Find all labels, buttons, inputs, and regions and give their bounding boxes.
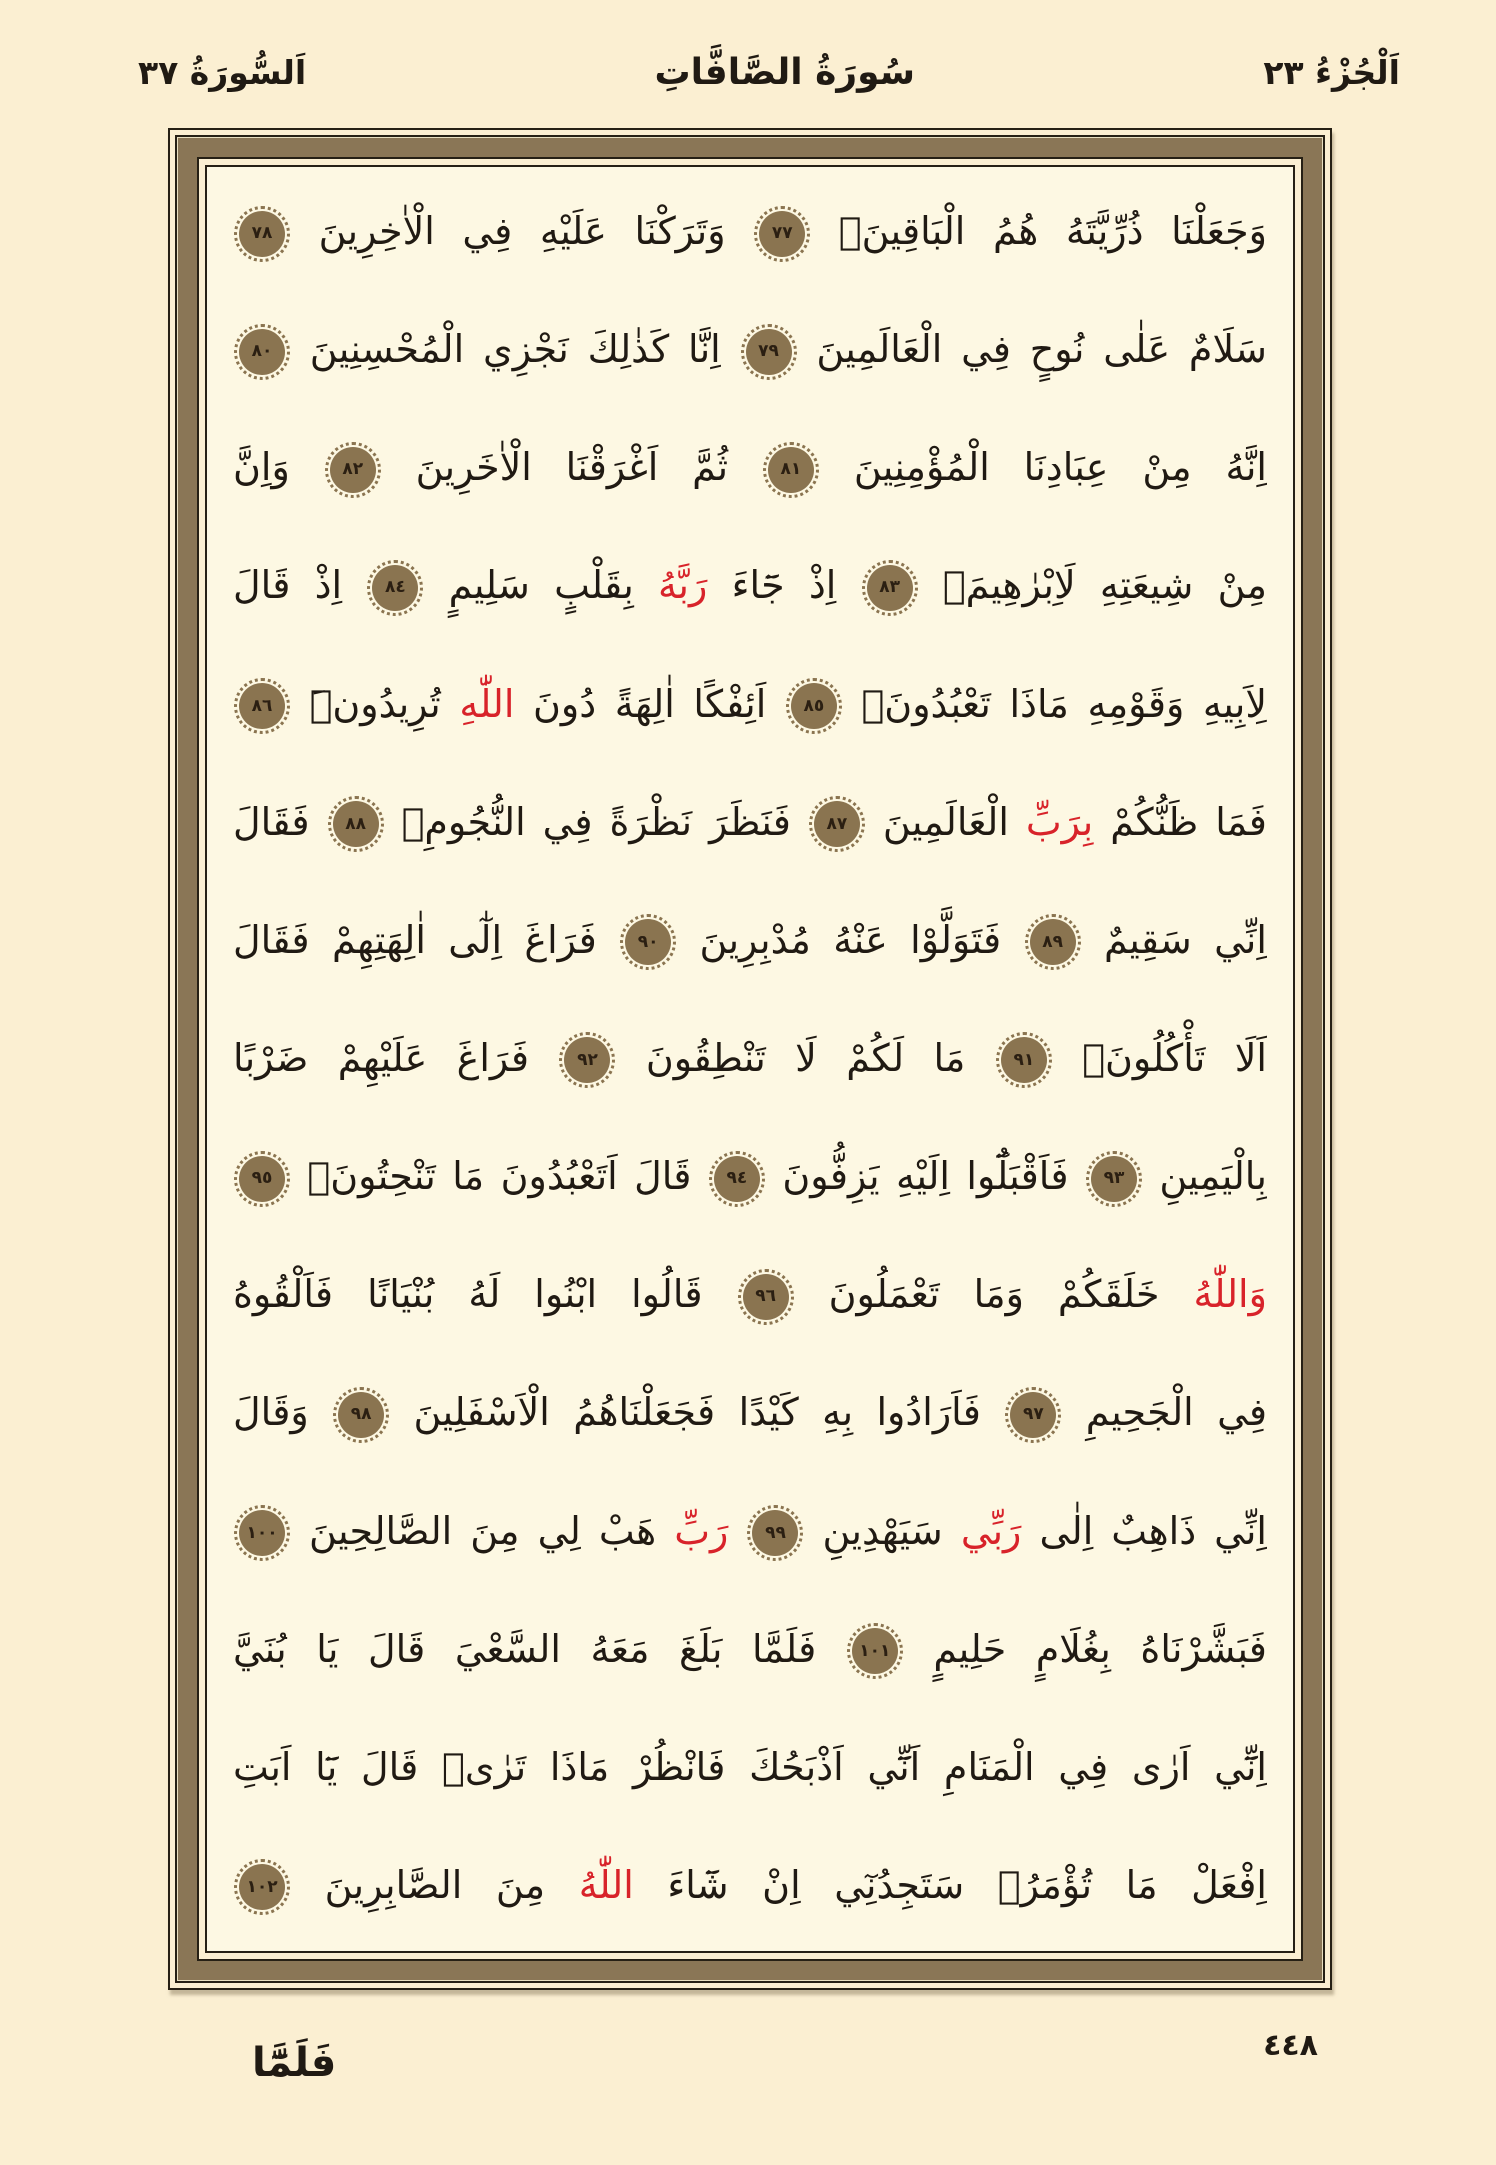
verse-number: ٨١ (780, 459, 802, 480)
quran-line (233, 882, 1267, 1000)
verse-number: ٨٣ (879, 577, 900, 598)
quran-line (233, 1118, 1267, 1236)
verse-number-medallion (791, 683, 837, 729)
verse-number-medallion (1001, 1037, 1047, 1083)
ayah-text: فَقَالَ (233, 799, 310, 844)
verse-number: ٩٨ (350, 1404, 372, 1425)
quran-line (233, 764, 1267, 882)
verse-number: ٩١ (1013, 1049, 1035, 1070)
verse-number-medallion (330, 447, 376, 493)
ayah-text: خَلَقَكُمْ وَمَا تَعْمَلُونَ (828, 1272, 1160, 1317)
ayah-text: وَجَعَلْنَا ذُرِّيَّتَهُ هُمُ الْبَاقِينَۙ (838, 209, 1267, 253)
ayah-text: وَتَرَكْنَا عَلَيْهِ فِي الْاٰخِرِينَ (318, 209, 726, 253)
verse-number: ٧٨ (251, 223, 273, 243)
verse-number-medallion (564, 1037, 610, 1083)
ayah-text: فَمَا ظَنُّكُمْ (1110, 799, 1267, 844)
quran-line (233, 646, 1267, 764)
ayah-text: اِنَّهُ مِنْ عِبَادِنَا الْمُؤْمِنِينَ (853, 445, 1267, 490)
ayah-text: مِنَ الصَّابِرِينَ (324, 1862, 546, 1907)
verse-number: ٨٢ (342, 459, 364, 480)
page-number: ٤٤٨ (1263, 2028, 1318, 2063)
ayah-text: تُرِيدُونَۜ (309, 681, 441, 726)
highlighted-word: اللّٰهُ (578, 1862, 634, 1907)
ayah-text: اَئِفْكًا اٰلِهَةً دُونَ (533, 681, 767, 726)
ayah-text: فَبَشَّرْنَاهُ بِغُلَامٍ حَلِيمٍ (933, 1626, 1267, 1671)
verse-number: ٩٧ (1022, 1404, 1044, 1425)
verse-number-medallion (239, 1864, 285, 1910)
quran-line (233, 1709, 1267, 1827)
verse-number: ١٠٢ (246, 1876, 278, 1897)
verse-number-medallion (338, 1392, 384, 1438)
frame-brown-band (178, 138, 1322, 1980)
verse-number: ٩٠ (637, 931, 659, 952)
frame-text-panel (205, 165, 1295, 1953)
verse-number-medallion (1030, 919, 1076, 965)
verse-number-medallion (746, 329, 792, 375)
verse-number: ٩٤ (726, 1168, 748, 1189)
verse-number: ١٠٠ (246, 1522, 278, 1543)
ayah-text: فَنَظَرَ نَظْرَةً فِي النُّجُومِۙ (401, 799, 791, 844)
verse-number: ٨٧ (826, 813, 848, 834)
ornamental-frame (168, 128, 1332, 1990)
ayah-text: ثُمَّ اَغْرَقْنَا الْاٰخَرِينَ (415, 445, 729, 490)
ayah-text: اِنِّي ذَاهِبٌ اِلٰى (1039, 1508, 1267, 1553)
verse-number-medallion (714, 1156, 760, 1202)
verse-number-medallion (867, 565, 913, 611)
verse-number-medallion (1010, 1392, 1056, 1438)
verse-number: ٩٣ (1103, 1168, 1125, 1189)
ayah-text: الْعَالَمِينَ (882, 799, 1009, 844)
highlighted-word: رَبَّهُ (658, 563, 708, 608)
ayah-text: اِذْ جَٓاءَ (731, 563, 837, 608)
verse-number: ٨٨ (345, 813, 366, 834)
ayah-text: قَالُوا ابْنُوا لَهُ بُنْيَانًا فَاَلْقُوهُ (233, 1272, 703, 1317)
ayah-text: فَتَوَلَّوْا عَنْهُ مُدْبِرِينَ (699, 917, 1002, 962)
verse-number-medallion (752, 1510, 798, 1556)
highlighted-word: اللّٰهِ (459, 681, 515, 726)
verse-number-medallion (239, 211, 285, 257)
quran-line (233, 1354, 1267, 1472)
highlighted-word: وَاللّٰهُ (1193, 1272, 1267, 1317)
verse-number: ٨٤ (385, 577, 406, 598)
quran-line (233, 1827, 1267, 1945)
ayah-text: مِنْ شِيعَتِهِ لَاِبْرٰهِيمَۚ (942, 563, 1267, 608)
verse-number-medallion (239, 1510, 285, 1556)
quran-line (233, 173, 1267, 291)
ayah-text: قَالَ اَتَعْبُدُونَ مَا تَنْحِتُونَۙ (307, 1154, 692, 1199)
highlighted-word: رَبِّ (674, 1508, 729, 1553)
verse-number: ٧٩ (758, 341, 779, 362)
verse-number: ٩٦ (755, 1286, 777, 1307)
ayah-text: فَاَرَادُوا بِهِ كَيْدًا فَجَعَلْنَاهُمُ الْاَسْفَلِينَ (413, 1390, 981, 1435)
ayah-text: فَرَاغَ اِلٰٓى اٰلِهَتِهِمْ فَقَالَ (233, 917, 597, 962)
verse-number-medallion (852, 1628, 898, 1674)
highlighted-word: رَبِّي (960, 1508, 1022, 1553)
ayah-text: اِذْ قَالَ (233, 563, 343, 608)
verse-number-medallion (1091, 1156, 1137, 1202)
page-header (138, 34, 1400, 110)
verse-number-medallion (768, 447, 814, 493)
verse-number: ٧٧ (771, 223, 793, 243)
verse-number-medallion (239, 683, 285, 729)
quran-line (233, 1236, 1267, 1354)
surah-number-label: اَلسُّورَةُ ٣٧ (138, 52, 307, 92)
verse-number: ٨٩ (1042, 931, 1063, 952)
verse-number: ٨٠ (251, 341, 273, 362)
verse-number: ٨٦ (251, 695, 273, 716)
verse-number-medallion (333, 801, 379, 847)
catchword: فَلَمَّٓا (252, 2040, 337, 2086)
ayah-text: اِفْعَلْ مَا تُؤْمَرُۘ سَتَجِدُنِٓي اِنْ شَٓاءَ (667, 1862, 1267, 1907)
verse-number: ٩٢ (577, 1049, 598, 1070)
verse-number-medallion (814, 801, 860, 847)
ayah-text: اِنِّٓي اَرٰى فِي الْمَنَامِ اَنِّٓي اَذْبَحُكَ فَانْظُرْ مَاذَا تَرٰىۜ قَالَ يَٓا اَبَتِ (233, 1744, 1267, 1789)
surah-title: سُورَةُ الصَّافَّاتِ (654, 51, 916, 93)
ayah-text: فِي الْجَحِيمِ (1085, 1390, 1267, 1435)
quran-line (233, 291, 1267, 409)
ayah-text: بِقَلْبٍ سَلِيمٍ (448, 563, 634, 608)
verse-number: ٩٥ (251, 1168, 273, 1189)
verse-number-medallion (239, 1156, 285, 1202)
ayah-text: مَا لَكُمْ لَا تَنْطِقُونَ (645, 1035, 966, 1080)
quran-line (233, 1000, 1267, 1118)
ayah-text: فَاَقْبَلُٓوا اِلَيْهِ يَزِفُّونَ (782, 1154, 1069, 1199)
ayah-text: وَاِنَّ (233, 445, 290, 490)
quran-line (233, 527, 1267, 645)
ayah-text: اَلَا تَأْكُلُونَۚ (1082, 1035, 1267, 1080)
highlighted-word: بِرَبِّ (1025, 799, 1094, 844)
ayah-text: فَلَمَّا بَلَغَ مَعَهُ السَّعْيَ قَالَ يَا بُنَيَّ (233, 1626, 817, 1671)
quran-line (233, 409, 1267, 527)
verse-number-medallion (759, 211, 805, 257)
ayah-text: سَيَهْدِينِ (822, 1508, 943, 1553)
quran-line (233, 1473, 1267, 1591)
ayah-text: بِالْيَمِينِ (1159, 1154, 1267, 1199)
verse-number-medallion (372, 565, 418, 611)
verse-number: ١٠١ (859, 1640, 891, 1661)
quran-text-block (233, 173, 1267, 1945)
ayah-text: هَبْ لِي مِنَ الصَّالِحِينَ (309, 1508, 657, 1553)
ayah-text: فَرَاغَ عَلَيْهِمْ ضَرْبًا (233, 1035, 530, 1080)
verse-number: ٨٥ (803, 695, 825, 716)
frame-mid-line (175, 135, 1325, 1983)
quran-line (233, 1591, 1267, 1709)
verse-number-medallion (625, 919, 671, 965)
ayah-text: سَلَامٌ عَلٰى نُوحٍ فِي الْعَالَمِينَ (816, 327, 1267, 372)
ayah-text: وَقَالَ (233, 1390, 309, 1435)
verse-number-medallion (239, 329, 285, 375)
verse-number-medallion (743, 1274, 789, 1320)
frame-inner-line (197, 157, 1303, 1961)
juz-label: اَلْجُزْءُ ٢٣ (1263, 52, 1400, 92)
ayah-text: اِنِّي سَقِيمٌ (1103, 917, 1267, 962)
verse-number: ٩٩ (765, 1522, 786, 1543)
ayah-text: اِنَّا كَذٰلِكَ نَجْزِي الْمُحْسِنِينَ (309, 327, 721, 372)
ayah-text: لِاَبِيهِ وَقَوْمِهِ مَاذَا تَعْبُدُونَۚ (861, 681, 1267, 726)
